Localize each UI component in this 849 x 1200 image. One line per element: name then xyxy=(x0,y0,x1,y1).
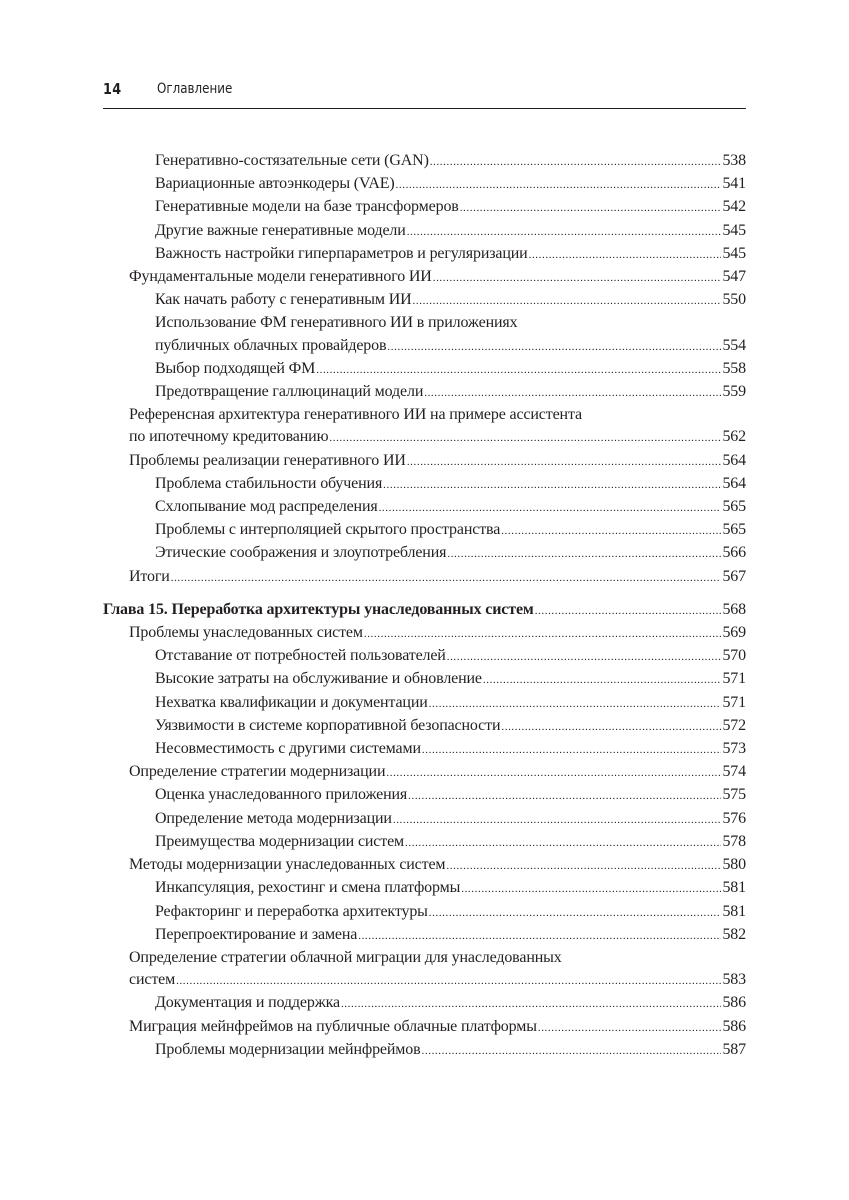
toc-entry[interactable] xyxy=(103,473,746,496)
toc-entry[interactable] xyxy=(103,831,746,854)
toc-entry-title-line1: Определение стратегии облачной миграции для унаследованных xyxy=(129,948,562,966)
toc-entry-page: 564 xyxy=(722,474,746,492)
toc-entry-page: 569 xyxy=(722,624,746,642)
toc-entry-title: Вариационные автоэнкодеры (VAE) xyxy=(155,175,395,193)
toc-entry[interactable] xyxy=(103,668,746,691)
toc-entry-title: Документация и поддержка xyxy=(155,994,340,1012)
toc-entry-title: Этические соображения и злоупотребления xyxy=(155,544,447,562)
dot-leader xyxy=(461,877,721,900)
dot-leader xyxy=(379,496,722,519)
toc-entry-page: 581 xyxy=(722,879,746,897)
toc-entry-title: Генеративные модели на базе трансформеров xyxy=(155,198,459,216)
dot-leader xyxy=(429,692,722,715)
toc-entry-title: Глава 15. Переработка архитектуры унаследованных систем xyxy=(103,600,534,618)
toc-entry-title: Несовместимость с другими системами xyxy=(155,740,421,758)
dot-leader xyxy=(460,196,722,219)
toc-entry-page: 558 xyxy=(722,359,746,377)
toc-entry[interactable] xyxy=(103,381,746,404)
dot-leader xyxy=(316,358,721,381)
toc-entry-page: 545 xyxy=(722,221,746,239)
toc-entry[interactable] xyxy=(103,243,746,266)
toc-chapter-entry[interactable] xyxy=(103,599,746,622)
toc-entry[interactable] xyxy=(103,877,746,900)
dot-leader xyxy=(171,566,722,589)
toc-entry[interactable] xyxy=(103,450,746,473)
toc-entry[interactable] xyxy=(103,1016,746,1039)
dot-leader xyxy=(387,335,721,358)
dot-leader xyxy=(413,289,722,312)
toc-entry-page: 574 xyxy=(722,763,746,781)
toc-entry-title: Проблемы реализации генеративного ИИ xyxy=(129,451,406,469)
toc-entry[interactable] xyxy=(103,312,746,357)
toc-entry[interactable] xyxy=(103,761,746,784)
running-title: Оглавление xyxy=(157,81,233,97)
dot-leader xyxy=(407,450,722,473)
dot-leader xyxy=(364,622,722,645)
toc-entry-page: 542 xyxy=(722,198,746,216)
toc-entry-page: 538 xyxy=(722,152,746,169)
toc-entry[interactable] xyxy=(103,173,746,196)
toc-entry-title: Оценка унаследованного приложения xyxy=(155,786,408,804)
dot-leader xyxy=(358,924,721,947)
toc-entry-page: 586 xyxy=(722,1017,746,1035)
dot-leader xyxy=(447,542,721,565)
toc-entry-title: Перепроектирование и замена xyxy=(155,925,358,943)
toc-entry-title: Итоги xyxy=(129,567,170,585)
toc-entry-title: Проблемы с интерполяцией скрытого пространства xyxy=(155,521,501,539)
toc-entry-title: Проблемы унаследованных систем xyxy=(129,624,363,642)
toc-entry-title: Нехватка квалификации и документации xyxy=(155,693,428,711)
toc-entry-title: Миграция мейнфреймов на публичные облачные платформы xyxy=(129,1017,537,1035)
toc-entry-page: 545 xyxy=(722,244,746,262)
toc-entry[interactable] xyxy=(103,784,746,807)
dot-leader xyxy=(396,173,722,196)
toc-entry[interactable] xyxy=(103,692,746,715)
toc-entry-title: Фундаментальные модели генеративного ИИ xyxy=(129,268,432,286)
dot-leader xyxy=(483,668,722,691)
dot-leader xyxy=(538,1016,722,1039)
toc-entry[interactable] xyxy=(103,289,746,312)
toc-entry-page: 547 xyxy=(722,268,746,286)
toc-entry-title: Высокие затраты на обслуживание и обновление xyxy=(155,670,482,688)
dot-leader xyxy=(422,1039,722,1062)
toc-entry-page: 568 xyxy=(722,600,746,618)
toc-entry[interactable] xyxy=(103,542,746,565)
toc-entry-title: Предотвращение галлюцинаций модели xyxy=(155,383,424,401)
toc-entry-title-line1: Использование ФМ генеративного ИИ в приложениях xyxy=(155,314,518,332)
toc-entry[interactable] xyxy=(103,519,746,542)
toc-entry-page: 541 xyxy=(722,175,746,193)
toc-entry-page: 559 xyxy=(722,383,746,401)
toc-entry-title: систем xyxy=(129,971,176,989)
dot-leader xyxy=(176,969,721,992)
page-header xyxy=(103,80,746,109)
toc-entry-page: 575 xyxy=(722,786,746,804)
toc-entry-page: 583 xyxy=(722,971,746,989)
toc-entry-page: 571 xyxy=(722,670,746,688)
toc-entry-title: Определение метода модернизации xyxy=(155,809,392,827)
toc-entry[interactable] xyxy=(103,924,746,947)
toc-entry[interactable] xyxy=(103,496,746,519)
toc-entry-title: публичных облачных провайдеров xyxy=(155,336,387,354)
toc-entry[interactable] xyxy=(103,947,746,992)
dot-leader xyxy=(433,266,722,289)
toc-entry-page: 565 xyxy=(722,521,746,539)
toc-entry-title: Инкапсуляция, рехостинг и смена платформы xyxy=(155,879,461,897)
dot-leader xyxy=(329,426,721,449)
toc-entry-title: Другие важные генеративные модели xyxy=(155,221,406,239)
toc-entry[interactable] xyxy=(103,1039,746,1062)
toc-entry-page: 576 xyxy=(722,809,746,827)
toc-entry-title: по ипотечному кредитованию xyxy=(129,428,329,446)
toc-entry[interactable] xyxy=(103,196,746,219)
dot-leader xyxy=(529,243,722,266)
toc-entry-page: 550 xyxy=(722,291,746,309)
toc-entry-page: 562 xyxy=(722,428,746,446)
toc-entry-title: Генеративно-состязательные сети (GAN) xyxy=(155,152,429,169)
dot-leader xyxy=(429,901,722,924)
dot-leader xyxy=(386,761,721,784)
toc-entry-page: 578 xyxy=(722,832,746,850)
toc-entry-page: 564 xyxy=(722,451,746,469)
toc-entry-page: 566 xyxy=(722,544,746,562)
toc-entry-title: Рефакторинг и переработка архитектуры xyxy=(155,902,428,920)
toc-entry[interactable] xyxy=(103,622,746,645)
toc-entry[interactable] xyxy=(103,854,746,877)
toc-entry[interactable] xyxy=(103,715,746,738)
toc-entry-page: 571 xyxy=(722,693,746,711)
dot-leader xyxy=(424,381,721,404)
toc-entry-title: Важность настройки гиперпараметров и регуляризации xyxy=(155,244,528,262)
toc-entry[interactable] xyxy=(103,901,746,924)
toc-entry-page: 572 xyxy=(722,716,746,734)
toc-entry[interactable] xyxy=(103,266,746,289)
toc-entry-page: 567 xyxy=(722,567,746,585)
toc-entry-title: Методы модернизации унаследованных систем xyxy=(129,856,446,874)
toc-entry-page: 565 xyxy=(722,498,746,516)
dot-leader xyxy=(430,150,722,173)
toc-entry-page: 586 xyxy=(722,994,746,1012)
dot-leader xyxy=(447,645,722,668)
dot-leader xyxy=(501,519,721,542)
toc-entry-title: Проблемы модернизации мейнфреймов xyxy=(155,1040,421,1058)
toc-entry-page: 587 xyxy=(722,1040,746,1058)
dot-leader xyxy=(341,992,721,1015)
table-of-contents xyxy=(103,150,746,1062)
toc-entry[interactable] xyxy=(103,738,746,761)
toc-entry-page: 580 xyxy=(722,856,746,874)
toc-entry-title: Проблема стабильности обучения xyxy=(155,474,383,492)
toc-entry[interactable] xyxy=(103,150,746,173)
toc-entry-page: 581 xyxy=(722,902,746,920)
dot-leader xyxy=(383,473,721,496)
toc-entry-title: Преимущества модернизации систем xyxy=(155,832,405,850)
page-number: 14 xyxy=(103,80,122,98)
toc-entry-page: 582 xyxy=(722,925,746,943)
toc-entry[interactable] xyxy=(103,992,746,1015)
toc-entry[interactable] xyxy=(103,358,746,381)
toc-entry-title: Уязвимости в системе корпоративной безопасности xyxy=(155,716,501,734)
toc-entry-title: Выбор подходящей ФМ xyxy=(155,359,316,377)
dot-leader xyxy=(393,808,722,831)
dot-leader xyxy=(501,715,721,738)
toc-entry-page: 554 xyxy=(722,336,746,354)
toc-entry[interactable] xyxy=(103,566,746,589)
toc-entry-title-line1: Референсная архитектура генеративного ИИ на примере ассистента xyxy=(129,406,582,424)
toc-entry[interactable] xyxy=(103,220,746,243)
toc-entry-title: Отставание от потребностей пользователей xyxy=(155,647,446,665)
dot-leader xyxy=(408,784,721,807)
toc-entry-title: Как начать работу с генеративным ИИ xyxy=(155,291,412,309)
toc-entry[interactable] xyxy=(103,404,746,449)
dot-leader xyxy=(535,599,722,622)
toc-entry-title: Схлопывание мод распределения xyxy=(155,498,378,516)
toc-entry-page: 573 xyxy=(722,740,746,758)
toc-entry[interactable] xyxy=(103,645,746,668)
toc-entry-title: Определение стратегии модернизации xyxy=(129,763,386,781)
dot-leader xyxy=(446,854,721,877)
toc-entry-page: 570 xyxy=(722,647,746,665)
dot-leader xyxy=(405,831,721,854)
dot-leader xyxy=(407,220,722,243)
dot-leader xyxy=(422,738,722,761)
toc-entry[interactable] xyxy=(103,808,746,831)
